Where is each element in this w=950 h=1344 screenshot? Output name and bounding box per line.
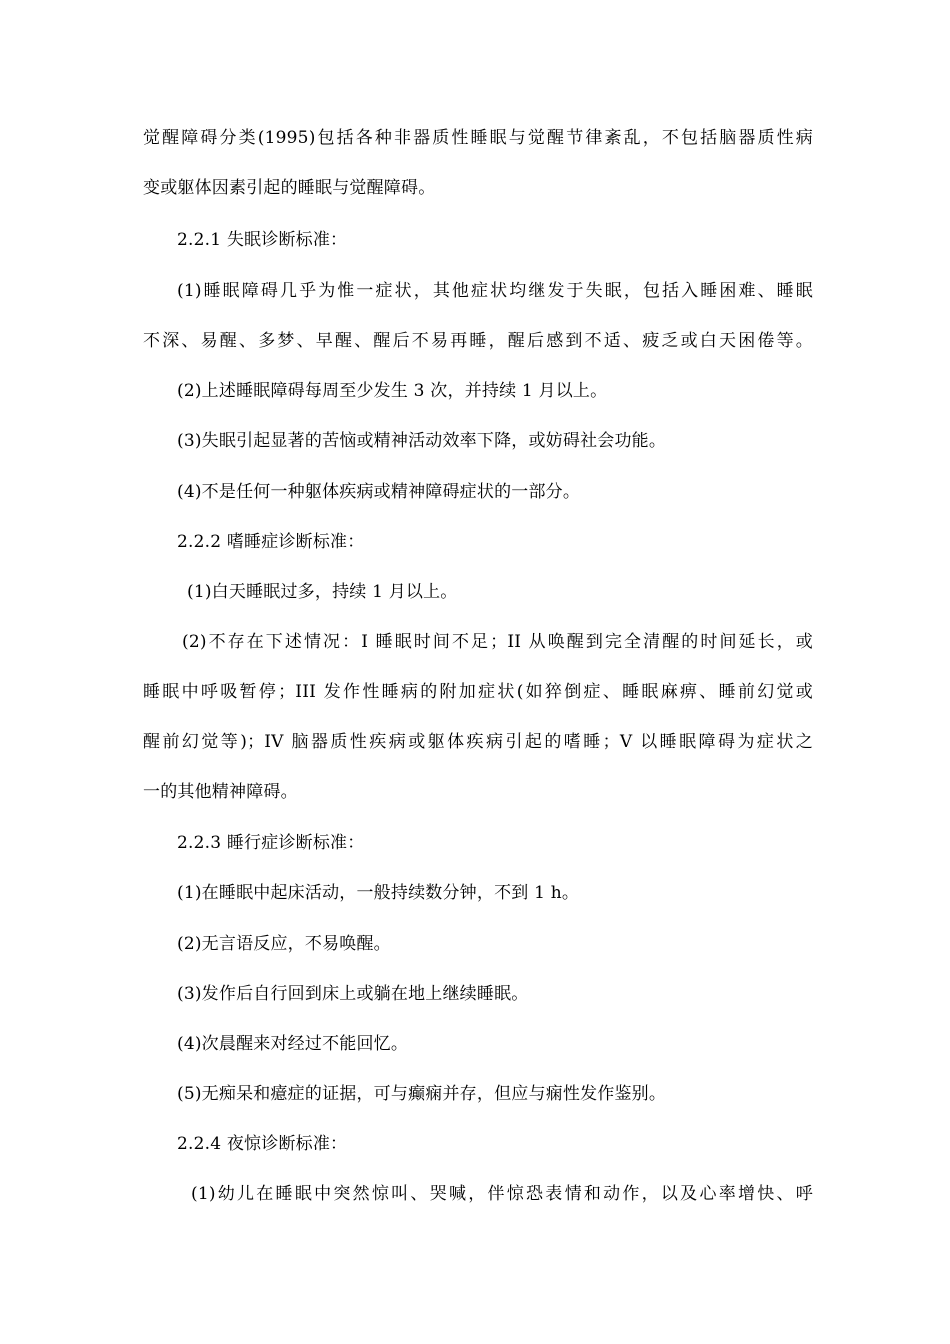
paragraph-line: 变或躯体因素引起的睡眠与觉醒障碍。 xyxy=(143,178,436,198)
paragraph-line: (1)在睡眠中起床活动，一般持续数分钟，不到 1 h。 xyxy=(177,883,580,903)
paragraph-line: (5)无痴呆和癔症的证据，可与癫痫并存，但应与痫性发作鉴别。 xyxy=(177,1084,667,1104)
paragraph-line: (3)失眠引起显著的苦恼或精神活动效率下降，或妨碍社会功能。 xyxy=(177,431,667,451)
section-heading-night-terror: 2.2.4 夜惊诊断标准： xyxy=(177,1134,348,1154)
paragraph-line: (3)发作后自行回到床上或躺在地上继续睡眠。 xyxy=(177,984,529,1004)
paragraph-line: (2)上述睡眠障碍每周至少发生 3 次，并持续 1 月以上。 xyxy=(177,381,608,401)
paragraph-line: (1)幼儿在睡眠中突然惊叫、哭喊，伴惊恐表情和动作，以及心率增快、呼 xyxy=(191,1184,813,1204)
section-heading-sleepwalking: 2.2.3 睡行症诊断标准： xyxy=(177,833,365,853)
paragraph-line: (2)无言语反应，不易唤醒。 xyxy=(177,934,391,954)
paragraph-line: (4)不是任何一种躯体疾病或精神障碍症状的一部分。 xyxy=(177,482,581,502)
section-heading-insomnia: 2.2.1 失眠诊断标准： xyxy=(177,230,348,250)
section-heading-hypersomnia: 2.2.2 嗜睡症诊断标准： xyxy=(177,532,365,552)
paragraph-line: (2)不存在下述情况：I 睡眠时间不足；II 从唤醒到完全清醒的时间延长，或 xyxy=(182,632,813,652)
paragraph-line: 睡眠中呼吸暂停；III 发作性睡病的附加症状(如猝倒症、睡眠麻痹、睡前幻觉或 xyxy=(143,682,813,702)
paragraph-line: (4)次晨醒来对经过不能回忆。 xyxy=(177,1034,409,1054)
paragraph-line: 醒前幻觉等)；IV 脑器质性疾病或躯体疾病引起的嗜睡；V 以睡眠障碍为症状之 xyxy=(143,732,813,752)
paragraph-line: 不深、易醒、多梦、早醒、醒后不易再睡，醒后感到不适、疲乏或白天困倦等。 xyxy=(143,331,813,351)
paragraph-line: (1)白天睡眠过多，持续 1 月以上。 xyxy=(187,582,458,602)
paragraph-line: 一的其他精神障碍。 xyxy=(143,782,298,802)
paragraph-line: (1)睡眠障碍几乎为惟一症状，其他症状均继发于失眠，包括入睡困难、睡眠 xyxy=(177,281,813,301)
paragraph-line: 觉醒障碍分类(1995)包括各种非器质性睡眠与觉醒节律紊乱，不包括脑器质性病 xyxy=(143,128,813,148)
